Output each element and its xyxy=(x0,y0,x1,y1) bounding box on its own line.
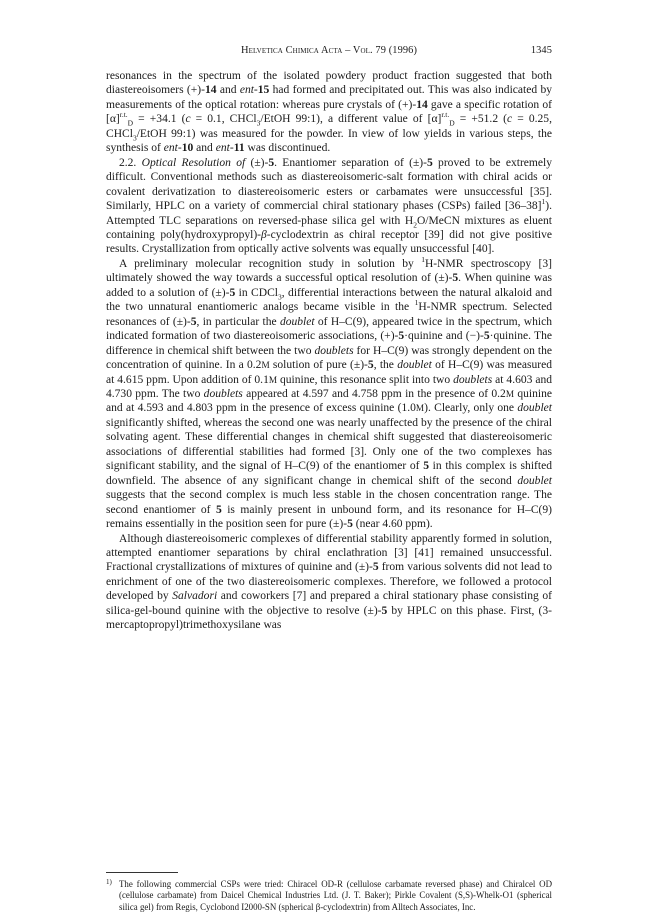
enclathration-paragraph: Although diastereoisomeric complexes of differential stability apparently formed in solution, attempted enantiomer separations by chiral enclathration [3] [41] remained unsuccessful. Fractional crystallizations of mixtures of quinine and (±)-5 from various solvents did not lead to enrichment of one of the two diastereoisomeric complexes. Therefore, we followed a protocol developed by Salvadori and coworkers [7] and prepared a chiral stationary phase consisting of silica-gel-bound quinine with the objective to resolve (±)-5 by HPLC on this phase. First, (3-mercaptopropyl)trimethoxysilane was xyxy=(106,532,552,632)
footnote-rule xyxy=(106,872,178,873)
page-number: 1345 xyxy=(530,45,552,56)
footnote xyxy=(106,879,552,913)
footnote-marker: 1) xyxy=(106,878,112,886)
nmr-study-paragraph: A preliminary molecular recognition study in solution by $^1$H-NMR spectroscopy [3] ultimately showed the way towards a successful optical resolution of (±)-5. When quinine was added to a solution of (±)-5 in CDCl$_3$, differential interactions between the natural alkaloid and the two unnatural enantiomeric analogs became visible in the $^1$H-NMR spectrum. Selected resonances of (±)-5, in particular the doublet of H–C(9), appeared twice in the spectrum, which indicated formation of two diastereoisomeric associations, (+)-5·quinine and (−)-5·quinine. The difference in chemical shift between the two doublets for H–C(9) was strongly dependent on the concentration of quinine. In a 0.2M solution of pure (±)-5, the doublet of H–C(9) was measured at 4.615 ppm. Upon addition of 0.1M quinine, this resonance split into two doublets at 4.603 and 4.730 ppm. The two doublets appeared at 4.597 and 4.758 ppm in the presence of 0.2M quinine and at 4.593 and 4.803 ppm in the presence of excess quinine (1.0M). Clearly, only one doublet significantly shifted, whereas the second one was nearly unaffected by the presence of the chiral solvating agent. These differential changes in chemical shift suggested that diastereoisomeric associations of differential stabilities had formed [3]. Only one of the two complexes has significant stability, and the signal of H–C(9) of the enantiomer of 5 in this complex is shifted downfield. The absence of any significant change in chemical shift of the second doublet suggests that the second complex is much less stable in the chosen concentration range. The second enantiomer of 5 is mainly present in unbound form, and its resonance for H–C(9) remains essentially in the position seen for pure (±)-5 (near 4.60 ppm). xyxy=(106,255,552,531)
running-header xyxy=(106,44,552,58)
running-title: Helvetica Chimica Acta – Vol. 79 (1996) xyxy=(240,45,418,56)
footnote-text: The following commercial CSPs were tried: Chiracel OD-R (cellulose carbamate reversed phase) and Chiralcel OD (cellulose carbamate) from Daicel Chemical Industries Ltd. (J. T. Baker); Pirkle Covalent (S,S)-Whelk-O1 (spherical silica gel) from Regis, Cyclobond I2000-SN (spherical β-cyclodextrin) from Alltech Associates, Inc. xyxy=(119,879,552,912)
paragraph-continued: resonances in the spectrum of the isolated powdery product fraction suggested that both diastereoisomers (+)-14 and ent-15 had formed and precipitated out. This was also indicated by measurements of the optical rotation: whereas pure crystals of (+)-14 gave a specific rotation of $[\alpha]^{r.t.}_D = +34.1$ (c = 0.1, CHCl$_3$/EtOH 99:1), a different value of $[\alpha]^{r.t.}_D = +51.2$ (c = 0.25, CHCl$_3$/EtOH 99:1) was measured for the powder. In view of low yields in various steps, the synthesis of ent-10 and ent-11 was discontinued. xyxy=(106,70,552,155)
section-2-2-paragraph: 2.2. Optical Resolution of (±)-5. Enantiomer separation of (±)-5 proved to be extremely difficult. Conventional methods such as diastereoisomeric-salt formation with chiral acids or covalent derivatization to diastereoisomeric esters or carbamates were unsuccessful [35]. Similarly, HPLC on a variety of commercial chiral stationary phases (CSPs) failed $[36-38]^1$). Attempted TLC separations on reversed-phase silica gel with $H_2O$/MeCN mixtures as eluent containing poly(hydroxypropyl)-β-cyclodextrin as chiral receptor [39] did not give positive results. Crystallization from optically active solvents was equally unsuccessful [40]. xyxy=(106,156,553,256)
body-text xyxy=(106,69,552,633)
